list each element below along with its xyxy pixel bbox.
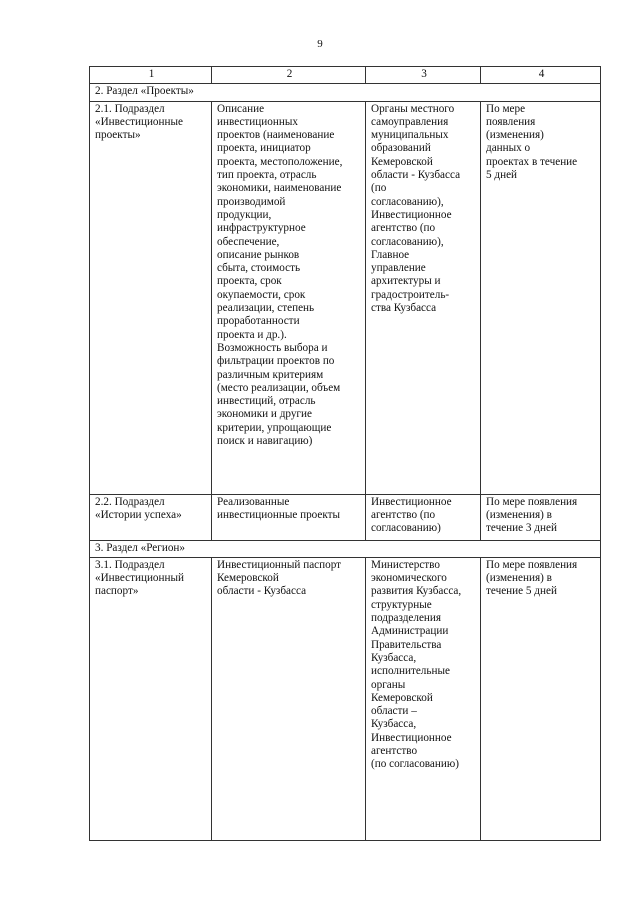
content-cell: Инвестиционный паспорт Кемеровской области - Кузбасса xyxy=(212,557,366,840)
section-row xyxy=(90,540,601,557)
section-row xyxy=(90,84,601,101)
responsible-cell: Министерство экономического развития Кузбасса, структурные подразделения Администрации Правительства Кузбасса, исполнительные органы Кемеровской области – Кузбасса, Инвестиционное агентство (по согласованию) xyxy=(366,557,481,840)
table-row xyxy=(90,494,601,540)
content-cell: Описание инвестиционных проектов (наименование проекта, инициатор проекта, местоположение, тип проекта, отрасль экономики, наименование производимой продукции, инфраструктурное обеспечение, описание рынков сбыта, стоимость проекта, срок окупаемости, срок реализации, степень проработанности проекта и др.). Возможность выбора и фильтрации проектов по различным критериям (место реализации, объем инвестиций, отрасль экономики и другие критерии, упрощающие поиск и навигацию) xyxy=(212,101,366,494)
column-number-row xyxy=(90,67,601,84)
section-title: 2. Раздел «Проекты» xyxy=(90,84,601,101)
subsection-cell: 2.2. Подраздел «Истории успеха» xyxy=(90,494,212,540)
document-table xyxy=(89,66,601,841)
subsection-cell: 2.1. Подраздел «Инвестиционные проекты» xyxy=(90,101,212,494)
content-cell: Реализованные инвестиционные проекты xyxy=(212,494,366,540)
table-row xyxy=(90,557,601,840)
column-number-4: 4 xyxy=(481,67,601,84)
section-title: 3. Раздел «Регион» xyxy=(90,540,601,557)
column-number-2: 2 xyxy=(212,67,366,84)
timing-cell: По мере появления (изменения) в течение 3 дней xyxy=(481,494,601,540)
column-number-1: 1 xyxy=(90,67,212,84)
table-row xyxy=(90,101,601,494)
timing-cell: По мере появления (изменения) в течение 5 дней xyxy=(481,557,601,840)
column-number-3: 3 xyxy=(366,67,481,84)
responsible-cell: Инвестиционное агентство (по согласованию) xyxy=(366,494,481,540)
subsection-cell: 3.1. Подраздел «Инвестиционный паспорт» xyxy=(90,557,212,840)
timing-cell: По мере появления (изменения) данных о проектах в течение 5 дней xyxy=(481,101,601,494)
page-number: 9 xyxy=(317,38,323,50)
responsible-cell: Органы местного самоуправления муниципальных образований Кемеровской области - Кузбасса (по согласованию), Инвестиционное агентство (по согласованию), Главное управление архитектуры и градостроитель- ства Кузбасса xyxy=(366,101,481,494)
